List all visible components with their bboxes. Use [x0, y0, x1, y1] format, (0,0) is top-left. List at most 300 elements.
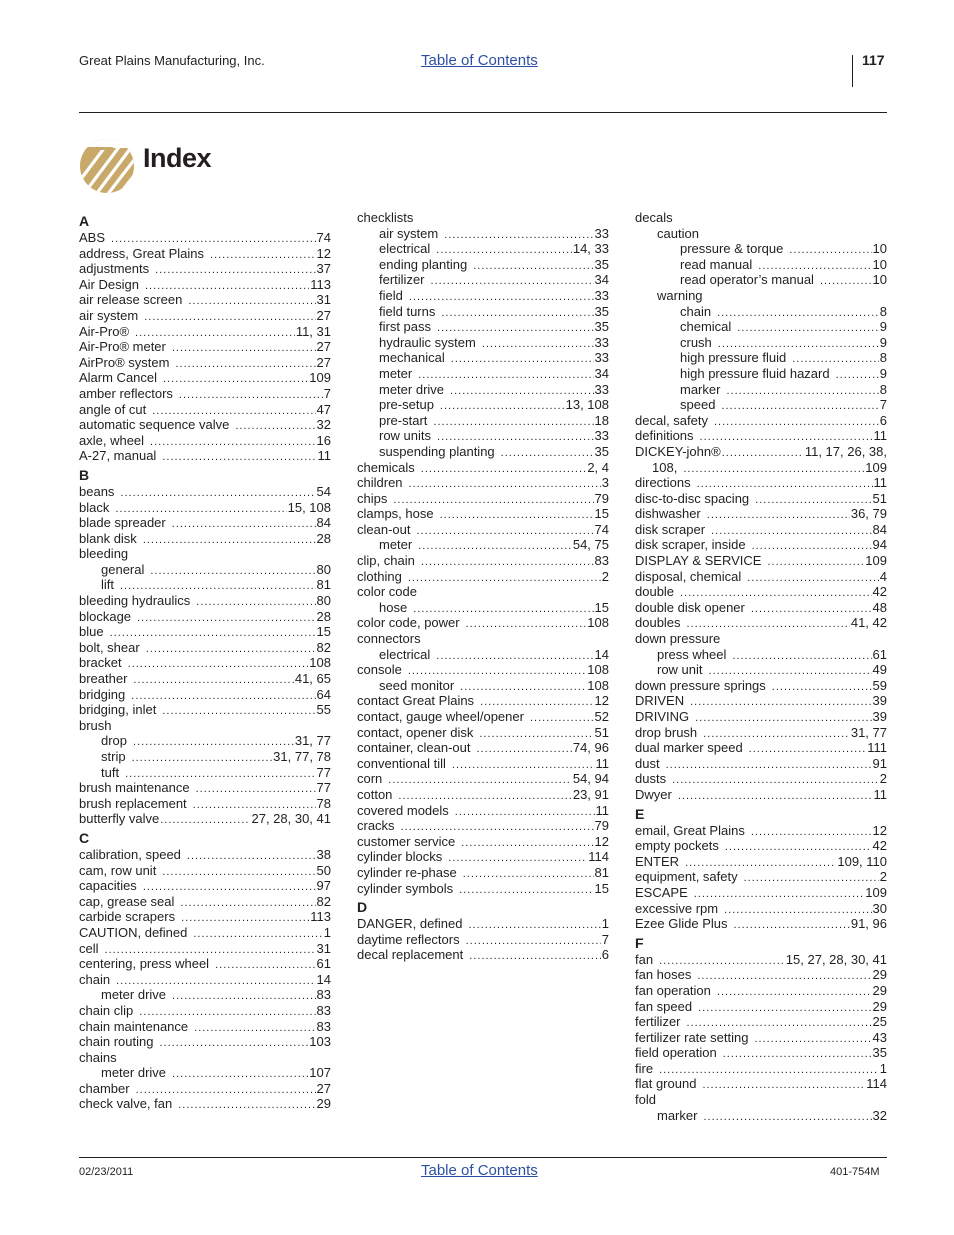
index-entry	[635, 1014, 887, 1030]
index-entry	[635, 693, 887, 709]
dot-leader	[721, 399, 878, 415]
index-term: drop brush	[635, 724, 698, 740]
index-term: down pressure springs	[635, 677, 766, 693]
index-entry	[79, 671, 331, 687]
index-term: row units	[379, 428, 432, 444]
page-reference[interactable]: 74	[594, 521, 609, 537]
page-reference[interactable]: 35	[594, 303, 609, 319]
page-reference[interactable]: 28	[316, 530, 331, 546]
page-reference[interactable]: 29	[872, 982, 887, 998]
dot-leader	[672, 773, 879, 789]
index-entry	[79, 1034, 331, 1050]
index-letter-heading: C	[79, 829, 90, 846]
index-term: tuft	[101, 764, 120, 780]
index-term: warning	[657, 287, 703, 303]
page-reference[interactable]: 33	[594, 334, 609, 350]
page-reference[interactable]: 31	[316, 940, 331, 956]
page-reference[interactable]: 14	[316, 971, 331, 987]
index-entry	[357, 537, 609, 553]
page-reference[interactable]: 81	[594, 864, 609, 880]
index-term: blue	[79, 624, 104, 640]
dot-leader	[163, 372, 308, 388]
page-reference[interactable]: 80	[316, 593, 331, 609]
page-reference[interactable]: 16	[316, 432, 331, 448]
dot-leader	[196, 595, 315, 611]
page-reference[interactable]: 10	[872, 241, 887, 257]
index-term: down pressure	[635, 631, 721, 647]
index-entry	[79, 847, 331, 863]
page-reference[interactable]: 27	[316, 307, 331, 323]
page-reference[interactable]: 36, 79	[850, 506, 887, 522]
index-term: fold	[635, 1092, 656, 1108]
index-term: clip, chain	[357, 553, 415, 569]
index-term: DANGER, defined	[357, 916, 463, 932]
index-term: strip	[101, 749, 126, 764]
page-reference[interactable]: 11	[873, 786, 887, 802]
index-entry	[635, 397, 887, 413]
index-group-heading	[79, 718, 331, 734]
page-reference[interactable]: 13, 108	[565, 397, 609, 413]
page-reference[interactable]: 12	[316, 245, 331, 261]
page-reference[interactable]: 34	[594, 272, 609, 288]
page-reference[interactable]: 8	[879, 350, 887, 366]
page-reference[interactable]: 109	[309, 370, 331, 386]
page-reference[interactable]: 2	[601, 568, 609, 584]
page-reference[interactable]: 79	[594, 818, 609, 834]
page-reference[interactable]: 42	[872, 838, 887, 854]
index-entry	[79, 261, 331, 277]
page-reference[interactable]: 29	[872, 998, 887, 1014]
page-reference[interactable]: 7	[879, 397, 887, 413]
page-reference[interactable]: 83	[316, 1002, 331, 1018]
page-reference[interactable]: 77	[316, 764, 331, 780]
index-entry	[635, 241, 887, 257]
index-entry	[357, 818, 609, 834]
page-reference[interactable]: 79	[594, 490, 609, 506]
page-reference[interactable]: 14	[594, 646, 609, 662]
index-term: air system	[379, 225, 439, 241]
index-entry	[635, 823, 887, 839]
page-reference[interactable]: 15	[594, 880, 609, 896]
index-entry	[357, 803, 609, 819]
page-reference[interactable]: 33	[594, 428, 609, 444]
index-term: equipment, safety	[635, 869, 738, 885]
page-reference[interactable]: 7	[323, 385, 331, 401]
page-reference[interactable]: 49	[872, 662, 887, 678]
index-term: butterfly valve	[79, 811, 160, 827]
index-entry	[357, 849, 609, 865]
page-reference[interactable]: 27, 28, 30, 41	[251, 811, 331, 827]
page-reference[interactable]: 59	[872, 677, 887, 693]
index-entry	[635, 901, 887, 917]
page-reference[interactable]: 97	[316, 878, 331, 894]
page-reference[interactable]: 1	[323, 924, 331, 940]
page-reference[interactable]: 38	[316, 846, 331, 862]
page-reference[interactable]: 11, 31	[295, 323, 331, 339]
index-entry	[635, 491, 887, 507]
index-term: air release screen	[79, 292, 183, 308]
page-reference[interactable]: 55	[316, 702, 331, 718]
page-reference[interactable]: 15	[316, 624, 331, 640]
header-table-of-contents-link[interactable]: Table of Contents	[421, 52, 538, 69]
page-reference[interactable]: 78	[316, 795, 331, 811]
page-reference[interactable]: 11	[873, 475, 887, 491]
index-column-1	[79, 210, 331, 1112]
page-reference[interactable]: 31, 77	[294, 733, 331, 749]
page-reference[interactable]: 91	[872, 755, 887, 771]
page-reference[interactable]: 108	[587, 615, 609, 631]
dot-leader	[235, 419, 315, 435]
page-reference[interactable]: 31, 77	[850, 724, 887, 740]
page-reference[interactable]: 9	[879, 319, 887, 335]
page-reference[interactable]: 33	[594, 381, 609, 397]
page-reference[interactable]: 109, 110	[837, 853, 887, 869]
index-entry	[357, 428, 609, 444]
index-entry	[635, 600, 887, 616]
index-term: meter drive	[379, 381, 445, 397]
page-reference[interactable]: 114	[588, 849, 609, 865]
page-reference[interactable]: 18	[594, 412, 609, 428]
page-reference[interactable]: 6	[879, 412, 887, 428]
index-entry	[79, 733, 331, 749]
index-entry	[357, 366, 609, 382]
page-reference[interactable]: 7	[601, 931, 609, 947]
index-entry	[635, 916, 887, 932]
dot-leader	[194, 1021, 315, 1037]
page-reference[interactable]: 82	[316, 893, 331, 909]
dot-leader	[751, 825, 872, 841]
index-term: chain routing	[79, 1034, 154, 1050]
index-entry	[357, 615, 609, 631]
page-reference[interactable]: 2	[879, 869, 887, 885]
page-reference[interactable]: 4	[879, 568, 887, 584]
page-reference[interactable]: 103	[309, 1034, 331, 1050]
page-reference[interactable]: 114	[866, 1076, 887, 1092]
page-reference[interactable]: 54	[316, 483, 331, 499]
page-reference[interactable]: 35	[594, 443, 609, 459]
index-term: field operation	[635, 1045, 717, 1061]
page-reference[interactable]: 15	[594, 599, 609, 615]
dot-leader	[734, 918, 850, 934]
page-reference[interactable]: 81	[316, 577, 331, 593]
index-term: checklists	[357, 210, 414, 225]
page-reference[interactable]: 34	[594, 365, 609, 381]
page-reference[interactable]: 15	[594, 506, 609, 522]
index-entry	[79, 702, 331, 718]
page-reference[interactable]: 109	[865, 884, 887, 900]
index-entry	[357, 740, 609, 756]
page-reference[interactable]: 25	[872, 1014, 887, 1030]
dot-leader	[473, 259, 593, 275]
dot-leader	[416, 524, 593, 540]
index-entry	[79, 749, 331, 765]
index-term: carbide scrapers	[79, 909, 176, 925]
page-reference[interactable]: 48	[872, 599, 887, 615]
page-reference[interactable]: 113	[310, 276, 331, 292]
dot-leader	[754, 1032, 871, 1048]
index-term: fan speed	[635, 998, 693, 1014]
page-reference[interactable]: 47	[316, 401, 331, 417]
dot-leader	[747, 571, 879, 587]
dot-leader	[175, 357, 315, 373]
dot-leader	[666, 758, 872, 774]
page-reference[interactable]: 35	[594, 256, 609, 272]
dot-leader	[724, 903, 871, 919]
page-reference[interactable]: 12	[872, 822, 887, 838]
page-reference[interactable]: 84	[872, 521, 887, 537]
page-reference[interactable]: 108	[587, 677, 609, 693]
page-reference[interactable]: 111	[867, 740, 887, 756]
index-entry	[357, 693, 609, 709]
page-reference[interactable]: 54, 75	[572, 537, 609, 553]
page-reference[interactable]: 12	[594, 693, 609, 709]
index-entry	[357, 881, 609, 897]
page-reference[interactable]: 33	[594, 287, 609, 303]
index-entry	[79, 577, 331, 593]
dot-leader	[789, 243, 871, 259]
index-entry	[635, 569, 887, 585]
index-entry	[635, 615, 887, 631]
page-reference[interactable]: 11	[873, 428, 887, 444]
page-reference[interactable]: 1	[601, 916, 609, 932]
index-entry	[635, 999, 887, 1015]
page-reference[interactable]: 39	[872, 709, 887, 724]
page-reference[interactable]: 29	[872, 967, 887, 983]
index-entry	[79, 687, 331, 703]
page-reference[interactable]: 61	[872, 646, 887, 662]
page-reference[interactable]: 109	[865, 553, 887, 569]
page-reference[interactable]: 2, 4	[587, 459, 609, 475]
index-term: suspending planting	[379, 443, 495, 459]
page-reference[interactable]: 54, 94	[572, 771, 609, 787]
page-reference[interactable]: 15, 108	[287, 499, 331, 515]
page-reference[interactable]: 91, 96	[850, 916, 887, 932]
index-term: fan hoses	[635, 967, 692, 983]
index-entry	[635, 460, 887, 476]
dot-leader	[772, 680, 872, 696]
page-reference[interactable]: 27	[316, 1080, 331, 1096]
page-reference[interactable]: 15, 27, 28, 30, 41	[785, 951, 887, 967]
page-reference[interactable]: 108	[309, 655, 331, 671]
page-reference[interactable]: 74, 96	[572, 740, 609, 756]
dot-leader	[714, 415, 879, 431]
page-reference[interactable]: 33	[594, 225, 609, 241]
index-entry	[635, 952, 887, 968]
index-entry	[357, 647, 609, 663]
index-term: fire	[635, 1060, 654, 1076]
index-term: capacities	[79, 878, 137, 894]
dot-leader	[744, 871, 879, 887]
index-group-heading	[635, 288, 887, 304]
index-term: drop	[101, 733, 128, 749]
index-term: DISPLAY & SERVICE	[635, 553, 762, 569]
index-term: marker	[680, 381, 721, 397]
index-term: address, Great Plains	[79, 245, 205, 261]
index-term: brush replacement	[79, 795, 187, 811]
index-entry	[79, 1096, 331, 1112]
dot-leader	[440, 508, 594, 524]
page-reference[interactable]: 52	[594, 709, 609, 724]
page-reference[interactable]: 83	[316, 987, 331, 1003]
index-group-heading	[79, 546, 331, 562]
page-reference[interactable]: 35	[872, 1045, 887, 1061]
index-entry	[357, 771, 609, 787]
page-reference[interactable]: 28	[316, 608, 331, 624]
page-reference[interactable]: 8	[879, 303, 887, 319]
index-entry	[357, 475, 609, 491]
page-reference[interactable]: 74	[316, 230, 331, 245]
index-term: chain maintenance	[79, 1018, 189, 1034]
index-term: press wheel	[657, 646, 727, 662]
index-letter-heading: A	[79, 213, 90, 229]
index-term: speed	[680, 397, 716, 413]
index-term: axle, wheel	[79, 432, 145, 448]
index-term: automatic sequence valve	[79, 417, 230, 433]
page-reference[interactable]: 109	[865, 459, 887, 475]
page-reference[interactable]: 9	[879, 365, 887, 381]
page-reference[interactable]: 11	[595, 755, 609, 771]
index-entry	[357, 413, 609, 429]
index-entry	[635, 304, 887, 320]
page-reference[interactable]: 30	[872, 900, 887, 916]
page-reference[interactable]: 33	[594, 350, 609, 366]
dot-leader	[431, 274, 594, 290]
dot-leader	[441, 306, 593, 322]
page-reference[interactable]: 43	[872, 1029, 887, 1045]
page-reference[interactable]: 35	[594, 319, 609, 335]
index-entry	[635, 756, 887, 772]
page-reference[interactable]: 3	[601, 475, 609, 491]
page-reference[interactable]: 82	[316, 639, 331, 655]
page-reference[interactable]: 32	[872, 1107, 887, 1123]
page-reference[interactable]: 11	[595, 802, 609, 818]
page-reference[interactable]: 77	[316, 780, 331, 796]
page-reference[interactable]: 11	[317, 448, 331, 464]
page-reference[interactable]: 107	[309, 1065, 331, 1081]
page-reference[interactable]: 83	[316, 1018, 331, 1034]
index-term: blank disk	[79, 530, 137, 546]
index-term: customer service	[357, 833, 456, 849]
index-term: dishwasher	[635, 506, 701, 522]
index-entry	[79, 609, 331, 625]
index-entry	[79, 1003, 331, 1019]
index-entry	[357, 491, 609, 507]
index-term: cylinder symbols	[357, 880, 454, 896]
index-term: high pressure fluid	[680, 350, 787, 366]
index-group-heading	[635, 210, 887, 226]
page-reference[interactable]: 84	[316, 515, 331, 531]
index-term: breather	[79, 671, 128, 687]
page-reference[interactable]: 51	[872, 490, 887, 506]
page-reference[interactable]: 113	[310, 909, 331, 925]
page-reference[interactable]: 42	[872, 584, 887, 600]
page-reference[interactable]: 12	[594, 833, 609, 849]
dot-leader	[388, 773, 572, 789]
index-term: hydraulic system	[379, 334, 476, 350]
page-reference[interactable]: 10	[872, 256, 887, 272]
page-reference[interactable]: 94	[872, 537, 887, 553]
footer-table-of-contents-link[interactable]: Table of Contents	[421, 1162, 538, 1179]
page-reference[interactable]: 61	[316, 956, 331, 972]
dot-leader	[444, 228, 593, 244]
page-reference[interactable]: 27	[316, 354, 331, 370]
index-entry	[357, 569, 609, 585]
page-reference[interactable]: 1	[879, 1060, 887, 1076]
page-reference[interactable]: 23, 91	[572, 786, 609, 802]
index-entry	[79, 956, 331, 972]
page-reference[interactable]: 37	[316, 261, 331, 277]
index-term: adjustments	[79, 261, 150, 277]
page-reference[interactable]: 41, 65	[294, 671, 331, 687]
index-entry	[357, 947, 609, 963]
index-term: corn	[357, 771, 383, 787]
index-entry	[79, 433, 331, 449]
page-reference[interactable]: 8	[879, 381, 887, 397]
dot-leader	[162, 450, 316, 466]
index-entry	[357, 335, 609, 351]
index-term: color code, power	[357, 615, 460, 631]
page-reference[interactable]: 31	[316, 292, 331, 308]
index-entry	[635, 272, 887, 288]
dot-leader	[418, 539, 572, 555]
page-reference[interactable]: 39	[872, 693, 887, 709]
dot-leader	[128, 657, 309, 673]
index-term: ending planting	[379, 256, 468, 272]
page-reference[interactable]: 32	[316, 417, 331, 433]
page-reference[interactable]: 51	[594, 724, 609, 740]
index-entry	[635, 838, 887, 854]
dot-leader	[697, 969, 871, 985]
index-term: fertilizer	[635, 1014, 681, 1030]
index-entry	[79, 230, 331, 246]
page-reference[interactable]: 11, 17, 26, 38,	[804, 443, 887, 459]
index-group-heading	[357, 631, 609, 647]
index-entry	[635, 662, 887, 678]
page-reference[interactable]: 31, 77, 78	[273, 749, 331, 764]
page-reference[interactable]: 64	[316, 686, 331, 702]
index-term: empty pockets	[635, 838, 719, 854]
page-reference[interactable]: 2	[879, 771, 887, 787]
dot-leader	[707, 508, 850, 524]
page-reference[interactable]: 50	[316, 862, 331, 878]
dot-leader	[137, 611, 315, 627]
index-term: Ezee Glide Plus	[635, 916, 728, 932]
page-reference[interactable]: 14, 33	[572, 241, 609, 257]
index-entry	[79, 1081, 331, 1097]
index-entry	[79, 1065, 331, 1081]
page-reference[interactable]: 29	[316, 1096, 331, 1112]
dot-leader	[160, 813, 250, 829]
index-term: cylinder re-phase	[357, 864, 457, 880]
dot-leader	[476, 742, 571, 758]
page-reference[interactable]: 80	[316, 561, 331, 577]
dot-leader	[144, 310, 315, 326]
dot-leader	[433, 415, 593, 431]
page-reference[interactable]: 10	[872, 272, 887, 288]
page-reference[interactable]: 108	[587, 662, 609, 678]
index-entry	[357, 506, 609, 522]
page-reference[interactable]: 41, 42	[850, 615, 887, 631]
page-reference[interactable]: 9	[879, 334, 887, 350]
index-entry	[635, 709, 887, 725]
page-reference[interactable]: 27	[316, 339, 331, 355]
dot-leader	[678, 789, 873, 805]
page-reference[interactable]: 6	[601, 947, 609, 963]
index-entry	[79, 1019, 331, 1035]
index-entry	[79, 531, 331, 547]
page-reference[interactable]: 83	[594, 553, 609, 569]
index-group-heading	[635, 631, 887, 647]
